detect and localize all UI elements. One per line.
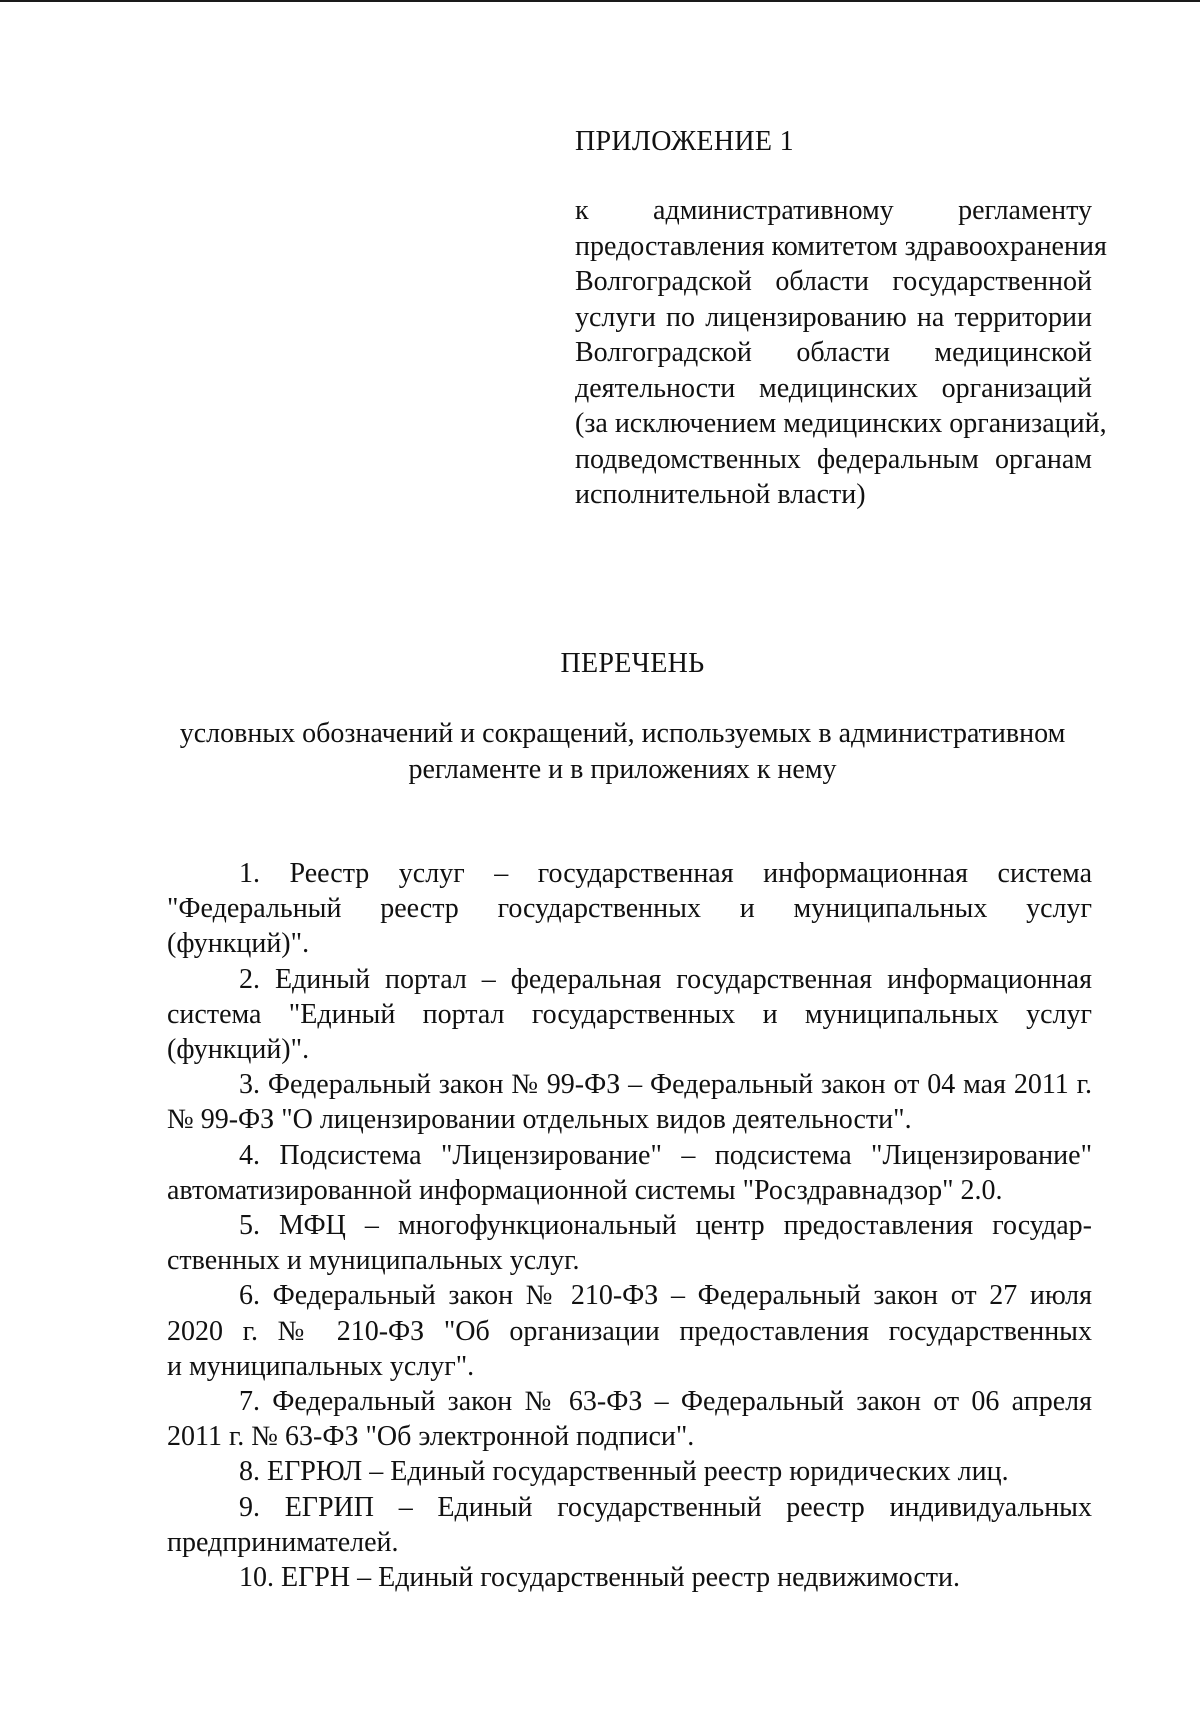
item-line: 8. ЕГРЮЛ – Единый государственный реестр юридических лиц. [239,1456,1009,1488]
item-line: 9. ЕГРИП – Единый государственный реестр индивидуальных [239,1491,1092,1523]
annex-line: подведомственных федеральным органам [575,443,1092,475]
annex-heading: ПРИЛОЖЕНИЕ 1 [575,126,794,157]
item-line: 7. Федеральный закон № 63-ФЗ – Федеральный закон от 06 апреля [239,1386,1092,1418]
item-line: 2011 г. № 63-ФЗ "Об электронной подписи". [167,1421,695,1453]
subtitle-line: регламенте и в приложениях к нему [408,754,837,785]
item-line: 5. МФЦ – многофункциональный центр предоставления государ- [239,1210,1092,1242]
item-line: 2020 г. № 210-ФЗ "Об организации предоставления государственных [167,1315,1092,1347]
list-item [167,1384,1092,1454]
document-title: ПЕРЕЧЕНЬ [560,648,705,679]
annex-line: услуги по лицензированию на территории [575,301,1092,333]
annex-line: (за исключением медицинских организаций, [575,408,1107,439]
item-line: 6. Федеральный закон № 210-ФЗ – Федеральный закон от 27 июля [239,1280,1092,1312]
item-line: № 99-ФЗ "О лицензировании отдельных видов деятельности". [167,1104,912,1136]
annex-line: исполнительной власти) [575,479,866,510]
item-line: (функций)". [167,1034,310,1066]
list-item [167,1067,1092,1137]
subtitle-line: условных обозначений и сокращений, используемых в административном [179,718,1066,749]
item-line: (функций)". [167,928,310,960]
list-item [167,1454,1092,1489]
list-item [167,856,1092,962]
item-line: 10. ЕГРН – Единый государственный реестр недвижимости. [239,1562,961,1594]
list-item [167,962,1092,1068]
annex-line: Волгоградской области медицинской [575,337,1092,368]
item-line: 2. Единый портал – федеральная государственная информационная [239,963,1092,995]
item-line: 3. Федеральный закон № 99-ФЗ – Федеральный закон от 04 мая 2011 г. [239,1069,1092,1101]
item-line: и муниципальных услуг". [167,1350,475,1382]
annex-line: деятельности медицинских организаций [575,372,1092,404]
item-line: ственных и муниципальных услуг. [167,1245,580,1277]
item-line: 4. Подсистема "Лицензирование" – подсистема "Лицензирование" [239,1139,1092,1171]
list-item [167,1278,1092,1384]
abbreviation-list [167,856,1092,1595]
item-line: 1. Реестр услуг – государственная информационная система [239,858,1092,889]
annex-reference [575,193,1107,513]
annex-line: предоставления комитетом здравоохранения [575,230,1107,262]
annex-line: Волгоградской области государственной [575,266,1092,297]
document-subtitle [150,716,1095,788]
list-item [167,1208,1092,1278]
item-line: система "Единый портал государственных и муниципальных услуг [167,998,1092,1030]
annex-line: к административному регламенту [575,195,1092,226]
list-item [167,1490,1092,1560]
item-line: автоматизированной информационной системы "Росздравнадзор" 2.0. [167,1174,1003,1206]
list-item [167,1560,1092,1595]
item-line: предпринимателей. [167,1526,399,1558]
list-item [167,1138,1092,1208]
item-line: "Федеральный реестр государственных и муниципальных услуг [167,893,1092,925]
